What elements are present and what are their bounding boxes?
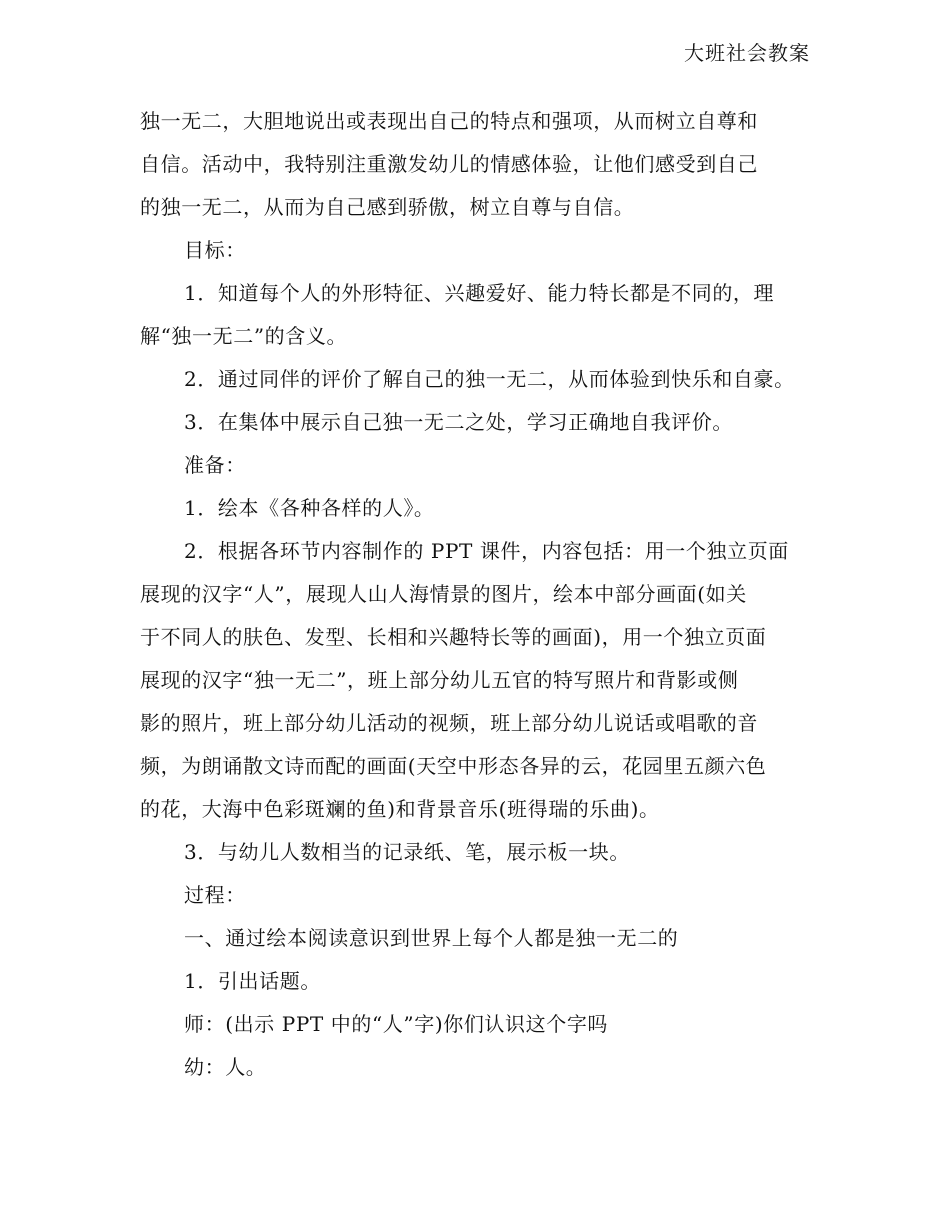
text-line: 一、通过绘本阅读意识到世界上每个人都是独一无二的: [184, 926, 679, 950]
text-line: 独一无二，大胆地说出或表现出自己的特点和强项，从而树立自尊和: [140, 109, 758, 133]
text-line: 1．绘本《各种各样的人》。: [184, 496, 435, 520]
text-line: 自信。活动中，我特别注重激发幼儿的情感体验，让他们感受到自己: [140, 152, 758, 176]
text-line: 频，为朗诵散文诗而配的画面(天空中形态各异的云，花园里五颜六色: [140, 754, 767, 778]
text-line: 的花，大海中色彩斑斓的鱼)和背景音乐(班得瑞的乐曲)。: [140, 797, 660, 821]
text-line: 3．在集体中展示自己独一无二之处，学习正确地自我评价。: [184, 410, 733, 434]
text-line: 师：(出示 PPT 中的“人”字)你们认识这个字吗: [184, 1012, 609, 1036]
text-line: 1．知道每个人的外形特征、兴趣爱好、能力特长都是不同的，理: [184, 281, 775, 305]
section-heading-process: 过程：: [184, 883, 246, 907]
text-line: 3．与幼儿人数相当的记录纸、笔，展示板一块。: [184, 840, 630, 864]
document-body: [140, 100, 820, 1089]
text-line: 的独一无二，从而为自己感到骄傲，树立自尊与自信。: [140, 195, 635, 219]
section-heading-goals: 目标：: [184, 238, 246, 262]
text-line: 于不同人的肤色、发型、长相和兴趣特长等的画面)，用一个独立页面: [140, 625, 767, 649]
text-line: 幼：人。: [184, 1055, 267, 1079]
text-line: 1．引出话题。: [184, 969, 321, 993]
text-line: 解“独一无二”的含义。: [140, 324, 348, 348]
section-heading-preparation: 准备：: [184, 453, 246, 477]
text-line: 展现的汉字“独一无二”，班上部分幼儿五官的特写照片和背影或侧: [140, 668, 739, 692]
text-line: 2．根据各环节内容制作的 PPT 课件，内容包括：用一个独立页面: [184, 539, 789, 563]
text-line: 影的照片，班上部分幼儿活动的视频，班上部分幼儿说话或唱歌的音: [140, 711, 758, 735]
text-line: 展现的汉字“人”，展现人山人海情景的图片，绘本中部分画面(如关: [140, 582, 747, 606]
page-header: 大班社会教案: [684, 41, 810, 65]
text-line: 2．通过同伴的评价了解自己的独一无二，从而体验到快乐和自豪。: [184, 367, 795, 391]
